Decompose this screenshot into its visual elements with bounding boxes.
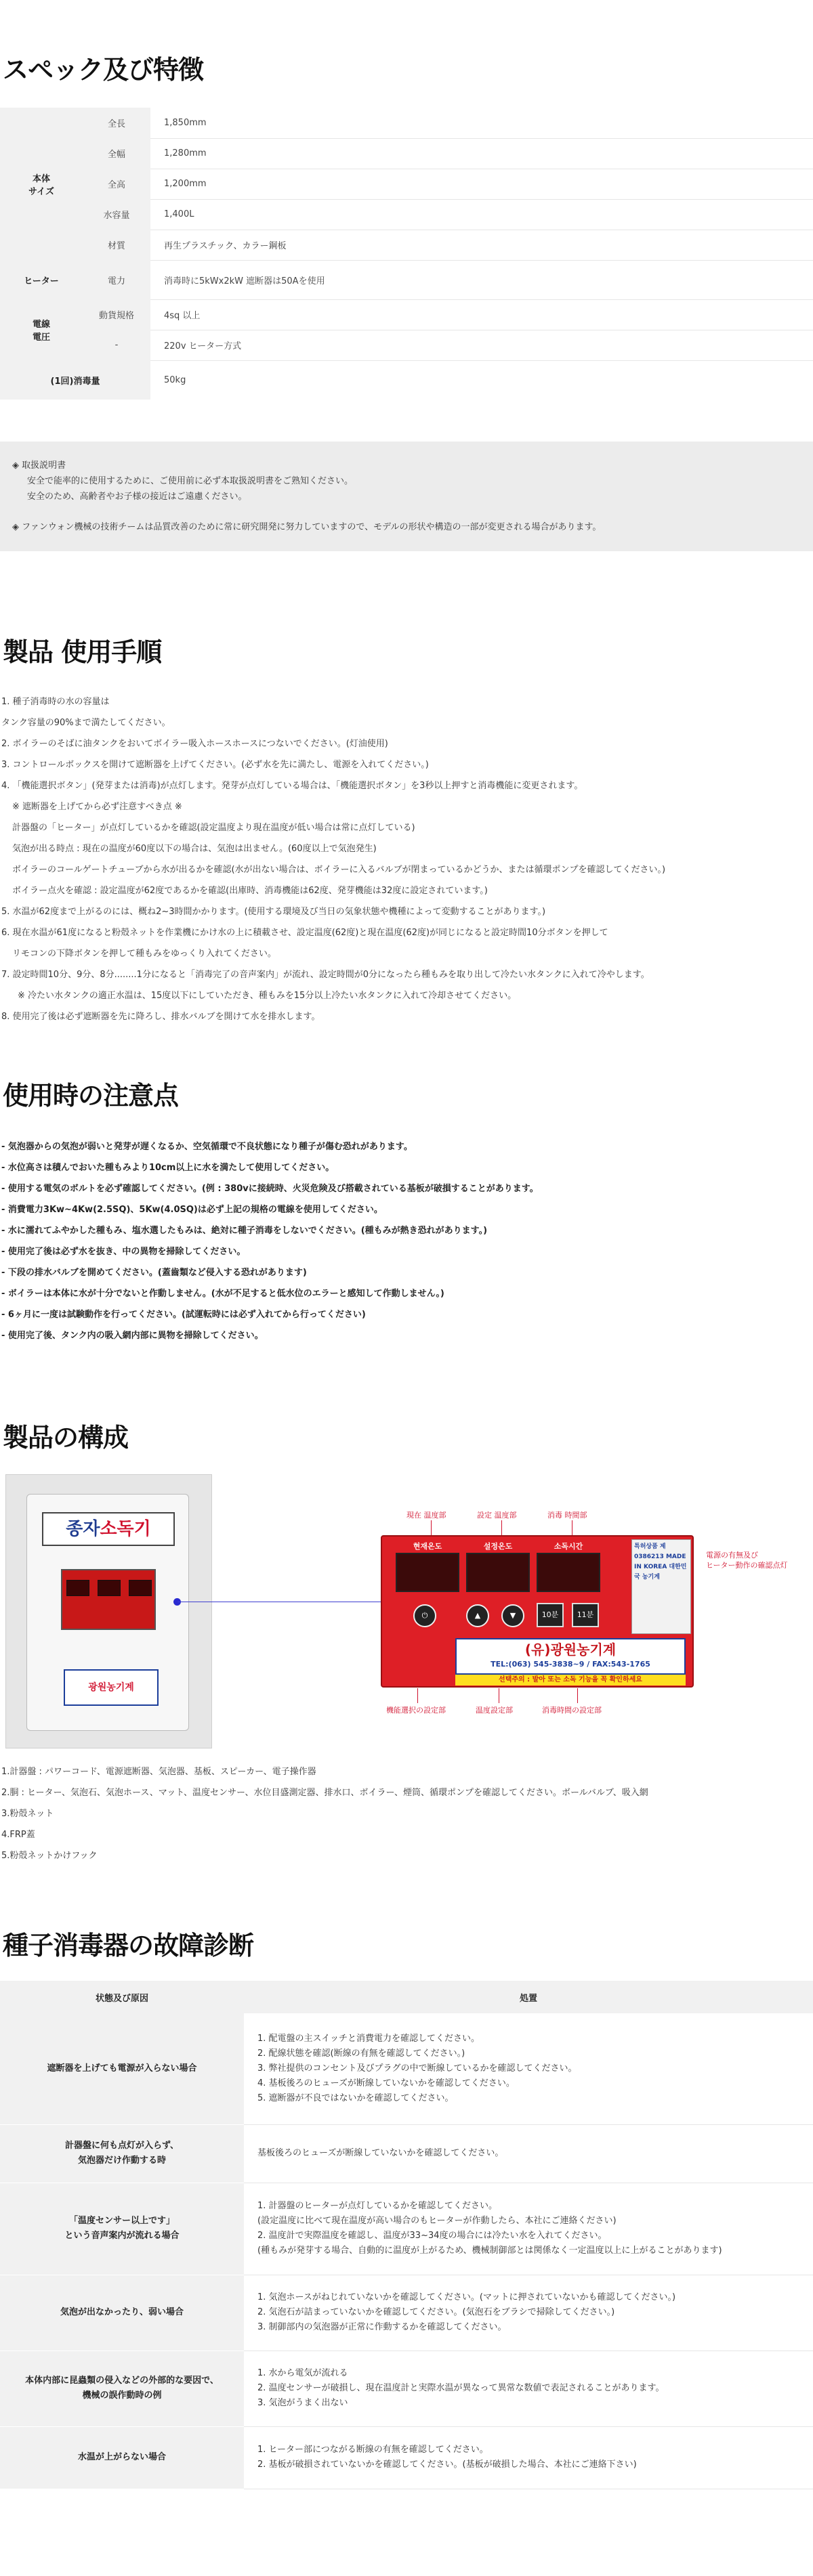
action-line: (設定温度に比べて現在温度が高い場合のもヒーターが作動したら、本社にご連絡ください) [257, 2216, 617, 2226]
caution-item: - 使用する電気のボルトを必ず確認してください。(例 : 380vに接続時、火災危険及び搭載されている基板が破損することがあります。 [1, 1184, 539, 1194]
control-box-title [42, 1512, 175, 1546]
parts-item: 3.粉殻ネット [1, 1809, 54, 1819]
spec-title: スペック及び特徴 [3, 55, 204, 85]
spec-group-capacity: (1回)消毒量 [0, 360, 150, 400]
panel-caption: 소독시간 [554, 1542, 583, 1551]
action-line: 4. 基板後ろのヒューズが断線していないかを確認してください。 [257, 2078, 515, 2088]
control-box-panel [61, 1569, 156, 1630]
action-line: 2. 気泡石が詰まっていないかを確認してください。(気泡石をブラシで掃除してください。) [257, 2307, 615, 2317]
usage-step: 5. 水温が62度まで上がるのには、概ね2~3時間かかります。(使用する環境及び当日の気象状態や機種によって変動することがあります。) [1, 907, 546, 917]
spec-value: 1,280mm [150, 138, 813, 169]
action-line: 2. 温度計で実際温度を確認し、温度が33~34度の場合には冷たい水を入れてください。 [257, 2231, 607, 2241]
usage-step: ※ 冷たい水タンクの適正水温は、15度以下にしていただき、種もみを15分以上冷たい水タンクに入れて冷却させてください。 [18, 991, 517, 1001]
spec-value: 1,200mm [150, 169, 813, 199]
spec-value: 4sq 以上 [150, 299, 813, 330]
usage-step: ボイラー点火を確認 : 設定温度が62度であるかを確認(出庫時、消毒機能は62度、発芽機能は32度に設定されています。) [12, 886, 488, 896]
usage-steps [0, 691, 813, 1027]
cause-line: 気泡が出なかったり、弱い場合 [60, 2307, 184, 2317]
label-set-temp: 設定 温度部 [477, 1511, 517, 1520]
notice-text: ◈ ファンウォン機械の技術チームは品質改善のために常に研究開発に努力していますので、モデルの形状や構造の一部が変更される場合があります。 [12, 522, 602, 532]
power-icon: ⏻ [413, 1604, 436, 1627]
action-line: 1. 水から電気が流れる [257, 2368, 348, 2378]
spec-value: 1,850mm [150, 108, 813, 138]
action-line: 5. 遮断器が不良ではないかを確認してください。 [257, 2092, 454, 2103]
spec-value: 再生プラスチック、カラー鋼板 [150, 230, 813, 260]
set-temp-display [466, 1553, 530, 1592]
caution-item: - 使用完了後は必ず水を抜き、中の異物を掃除してください。 [1, 1247, 246, 1257]
action-line: 2. 温度センサーが破損し、現在温度計と実際水温が異なって異常な数値で表記されることがあります。 [257, 2383, 665, 2393]
parts-list [0, 1761, 813, 1866]
action-line: 1. ヒーター部につながる断線の有無を確認してください。 [257, 2445, 488, 2455]
usage-title: 製品 使用手順 [3, 637, 162, 667]
cause-line: 「温度センサー以上です」 [68, 2216, 175, 2226]
spec-label: 材質 [83, 230, 150, 260]
caution-item: - ボイラーは本体に水が十分でないと作動しません。(水が不足すると低水位のエラーと感知して作動しません。) [1, 1289, 444, 1299]
usage-step: ※ 遮断器を上げてから必ず注意すべき点 ※ [12, 802, 182, 812]
notice-heading: ◈ 取扱説明書 [12, 460, 66, 471]
spec-label: 全幅 [83, 138, 150, 169]
notice-box [0, 442, 813, 551]
caution-item: - 消費電力3Kw~4Kw(2.5SQ)、5Kw(4.0SQ)は必ず上記の規格の電線を使用してください。 [1, 1205, 383, 1215]
spec-label: 動貨規格 [83, 299, 150, 330]
spec-value: 消毒時に5kWx2kW 遮断器は50Aを使用 [150, 260, 813, 299]
usage-step: リモコンの下降ボタンを押して種もみをゆっくり入れてください。 [12, 949, 276, 959]
spec-label: 電力 [83, 260, 150, 299]
label-current-temp: 現在 温度部 [406, 1511, 446, 1520]
usage-step: タンク容量の90%まで満たしてください。 [1, 718, 171, 728]
spec-group-power-label: 電線 電圧 [32, 320, 50, 343]
led-display [129, 1580, 152, 1596]
time-display [537, 1553, 600, 1592]
cause-line: 遮断器を上げても電源が入らない場合 [47, 2063, 197, 2074]
action-line: 1. 配電盤の主スイッチと消費電力を確認してください。 [257, 2033, 480, 2044]
caution-item: - 下段の排水バルブを開めてください。(蓋齒類など侵入する恐れがあります) [1, 1268, 307, 1278]
diagnosis-head-cause: 状態及び原因 [0, 1981, 244, 2013]
panel-warning-bar: 선택주의 : 발아 또는 소독 기능을 꼭 확인하세요 [455, 1675, 686, 1686]
notice-text: 安全で能率的に使用するために、ご使用前に必ず本取扱説明書をご熟知ください。 [27, 476, 354, 486]
led-display [66, 1580, 89, 1596]
spec-group-body-label: 本体 サイズ [28, 173, 54, 197]
usage-step: 3. コントロールボックスを開けて遮断器を上げてください。(必ず水を先に満たし、電源を入れてください。) [1, 760, 429, 770]
control-panel-closeup [381, 1535, 694, 1688]
action-line: 3. 弊社提供のコンセント及びプラグの中で断線しているかを確認してください。 [257, 2063, 577, 2074]
label-line [577, 1688, 578, 1703]
diagnosis-title: 種子消毒器の故障診断 [3, 1931, 254, 1960]
label-temp-setting: 温度設定部 [476, 1706, 513, 1715]
label-function-select: 機能選択の設定部 [386, 1706, 446, 1715]
label-line [501, 1520, 502, 1537]
action-line: 2. 基板が破損されていないかを確認してください。(基板が破損した場合、本社にご連絡下さい) [257, 2460, 637, 2470]
label-line [417, 1688, 418, 1703]
parts-item: 2.胴 : ヒーター、気泡石、気泡ホース、マット、温度センサー、水位目盛測定器、排水口、ボイラー、煙筒、循環ポンプを確認してください。ボールバルブ、吸入網 [1, 1788, 648, 1798]
panel-brand-phone: TEL:(063) 545-3838~9 / FAX:543-1765 [491, 1660, 650, 1669]
usage-step: 8. 使用完了後は必ず遮断器を先に降ろし、排水バルブを開けて水を排水します。 [1, 1012, 320, 1022]
caution-list [0, 1136, 813, 1346]
label-time-setting: 消毒時間の設定部 [542, 1706, 602, 1715]
diagnosis-action [244, 2183, 813, 2275]
spec-label: - [83, 330, 150, 360]
control-box-photo [5, 1474, 212, 1748]
usage-step: 気泡が出る時点 : 現在の温度が60度以下の場合は、気泡は出ません。(60度以上で気泡発生) [12, 844, 377, 854]
control-box-title-b: 소독기 [100, 1519, 151, 1539]
caution-title: 使用時の注意点 [3, 1081, 179, 1111]
usage-step: 7. 設定時間10分、9分、8分........1分になると「消毒完了の音声案内」が流れ、設定時間が0分になったら種もみを取り出して冷たい水タンクに入れて冷やします。 [1, 970, 650, 980]
time-11-button: 11분 [572, 1603, 599, 1627]
diagnosis-head-action: 処置 [244, 1981, 813, 2013]
usage-step: ボイラーのコールゲートチューブから水が出るかを確認(水が出ない場合は、ボイラーに入るバルブが閉まっているかどうか、または循環ポンプを確認してください。) [12, 865, 666, 875]
spec-group-power [0, 299, 83, 360]
usage-step: 4. 「機能選択ボタン」(発芽または消毒)が点灯します。発芽が点灯している場合は、「機能選択ボタン」を3秒以上押すと消毒機能に変更されます。 [1, 781, 583, 791]
spec-group-heater: ヒーター [0, 260, 83, 299]
usage-step: 1. 種子消毒時の水の容量は [1, 697, 110, 707]
caution-item: - 水位高さは積んでおいた種もみより10cm以上に水を満たして使用してください。 [1, 1163, 335, 1173]
parts-item: 5.粉殻ネットかけフック [1, 1851, 98, 1861]
spec-value: 220v ヒーター方式 [150, 330, 813, 360]
caution-item: - 水に濡れてふやかした種もみ、塩水選したもみは、絶対に種子消毒をしないでください。(種もみが熱き恐れがあります。) [1, 1226, 488, 1236]
parts-item: 1.計器盤 : パワーコード、電源遮断器、気泡器、基板、スピーカー、電子操作器 [1, 1767, 316, 1777]
diagnosis-action [244, 2426, 813, 2489]
diagnosis-action [244, 2124, 813, 2183]
spec-table [0, 108, 813, 400]
caution-item: - 6ヶ月に一度は試験動作を行ってください。(試運転時には必ず入れてから行ってください) [1, 1310, 366, 1320]
product-figure [0, 1474, 813, 1752]
cause-line: 計器盤に何も点灯が入らず、 [65, 2141, 179, 2151]
label-line [431, 1520, 432, 1537]
cause-line: 気泡器だけ作動する時 [77, 2155, 166, 2166]
action-line: 1. 気泡ホースがねじれていないかを確認してください。(マットに押されていないかも確認してください。) [257, 2292, 676, 2302]
action-line: 1. 計器盤のヒーターが点灯しているかを確認してください。 [257, 2201, 498, 2211]
diagnosis-cause [0, 2013, 244, 2124]
usage-step: 6. 現在水温が61度になると粉殻ネットを作業機にかけ水の上に積載させ、設定温度(62度)と現在温度(62度)が同じになると設定時間10分ボタンを押して [1, 928, 608, 938]
action-line: (種もみが発芽する場合、自動的に温度が上がるため、機械制御部とは関係なく一定温度以上に上がることがあります) [257, 2246, 722, 2256]
action-line: 2. 配線状態を確認(断線の有無を確認してください。) [257, 2048, 465, 2059]
notice-text: 安全のため、高齢者やお子様の接近はご遠慮ください。 [27, 492, 247, 502]
label-power-indicator: 電源の有無及び ヒーター動作の確認点灯 [706, 1551, 788, 1570]
diagnosis-action [244, 2013, 813, 2124]
action-line: 3. 気泡がうまく出ない [257, 2398, 348, 2408]
action-line: 3. 制御部内の気泡器が正常に作動するかを確認してください。 [257, 2322, 507, 2332]
control-box-title-a: 종자 [66, 1519, 100, 1539]
spec-value: 1,400L [150, 199, 813, 230]
spec-label: 全高 [83, 169, 150, 199]
control-box-body [26, 1494, 189, 1731]
action-line: 基板後ろのヒューズが断線していないかを確認してください。 [257, 2148, 504, 2158]
caution-item: - 使用完了後、タンク内の吸入網内部に異物を掃除してください。 [1, 1331, 264, 1341]
diagnosis-cause [0, 2426, 244, 2489]
panel-caption: 설정온도 [483, 1542, 513, 1551]
diagnosis-action [244, 2350, 813, 2426]
chevron-down-icon: ▼ [501, 1604, 524, 1627]
spec-label: 全長 [83, 108, 150, 138]
cause-line: 機械の誤作動時の例 [82, 2390, 162, 2401]
led-display [98, 1580, 121, 1596]
current-temp-display [396, 1553, 459, 1592]
diagnosis-cause [0, 2275, 244, 2350]
diagnosis-cause [0, 2183, 244, 2275]
diagnosis-action [244, 2275, 813, 2350]
cause-line: 本体内部に昆蟲類の侵入などの外部的な要因で、 [25, 2376, 219, 2386]
spec-group-body [0, 108, 83, 260]
certification-sticker: 특허상품 제0386213 MADE IN KOREA 대한민국 농기계 [631, 1539, 691, 1634]
usage-step: 計器盤の「ヒーター」が点灯しているかを確認(設定温度より現在温度が低い場合は常に点灯している) [12, 823, 415, 833]
caution-item: - 気泡器からの気泡が弱いと発芽が遅くなるか、空気循環で不良状態になり種子が傷む恐れがあります。 [1, 1142, 413, 1152]
diagnosis-table [0, 1981, 813, 2489]
spec-label: 水容量 [83, 199, 150, 230]
panel-brand [455, 1638, 686, 1675]
cause-line: 水温が上がらない場合 [77, 2452, 166, 2462]
cause-line: という音声案内が流れる場合 [64, 2231, 180, 2241]
panel-brand-name: (유)광원농기계 [524, 1641, 617, 1658]
parts-item: 4.FRP蓋 [1, 1830, 35, 1840]
diagnosis-cause [0, 2350, 244, 2426]
label-disinfect-time: 消毒 時間部 [547, 1511, 587, 1520]
chevron-up-icon: ▲ [466, 1604, 489, 1627]
spec-capacity-value: 50kg [164, 375, 186, 385]
control-box-logo: 광원농기계 [64, 1669, 159, 1706]
composition-title: 製品の構成 [3, 1423, 129, 1453]
panel-caption: 현재온도 [413, 1542, 442, 1551]
usage-step: 2. ボイラーのそばに油タンクをおいてボイラー吸入ホースホースにつないでください。(灯油使用) [1, 739, 388, 749]
time-10-button: 10분 [537, 1603, 564, 1627]
diagnosis-cause [0, 2124, 244, 2183]
